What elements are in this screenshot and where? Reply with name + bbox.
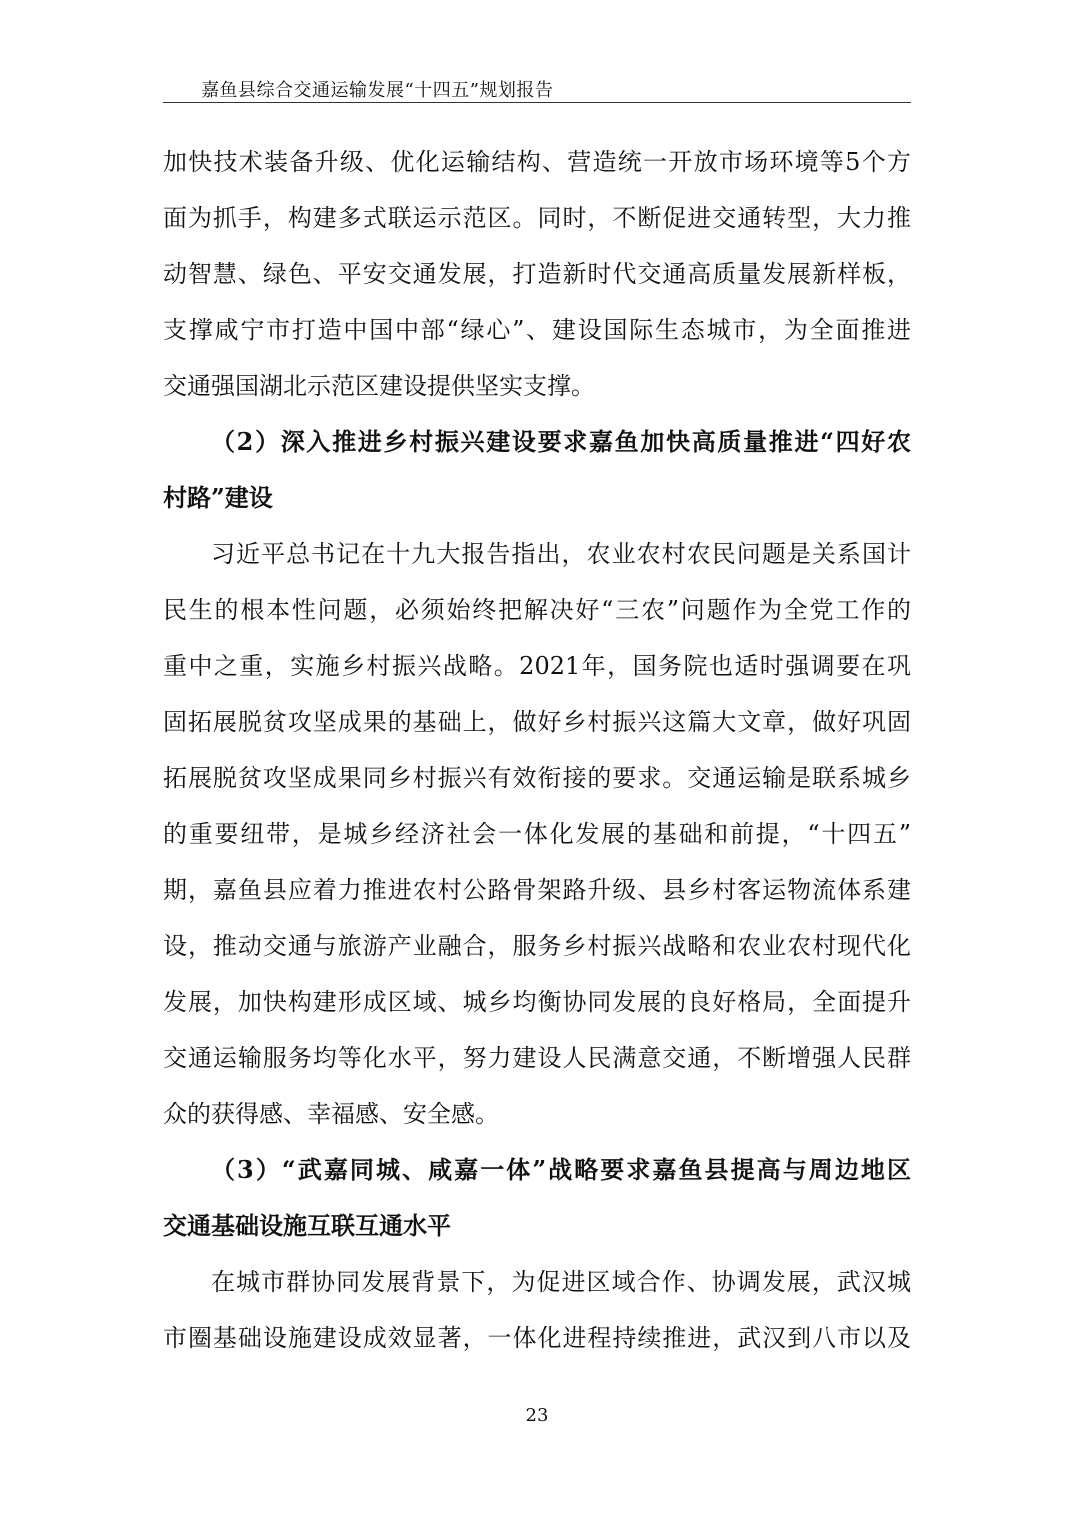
text-line: 重中之重，实施乡村振兴战略。2021年，国务院也适时强调要在巩 bbox=[163, 652, 911, 680]
text-line: 发展，加快构建形成区域、城乡均衡协同发展的良好格局，全面提升 bbox=[163, 988, 911, 1016]
text-line: 民生的根本性问题，必须始终把解决好“三农”问题作为全党工作的 bbox=[163, 596, 911, 624]
heading-line: 村路”建设 bbox=[163, 483, 273, 512]
page-number: 23 bbox=[525, 1405, 549, 1426]
text-line: 面为抓手，构建多式联运示范区。同时，不断促进交通转型，大力推 bbox=[163, 204, 911, 232]
text-line: 期，嘉鱼县应着力推进农村公路骨架路升级、县乡村客运物流体系建 bbox=[163, 876, 911, 904]
text-line: 市圈基础设施建设成效显著，一体化进程持续推进，武汉到八市以及 bbox=[163, 1324, 911, 1352]
text-line: 设，推动交通与旅游产业融合，服务乡村振兴战略和农业农村现代化 bbox=[163, 932, 911, 960]
header-title: 嘉鱼县综合交通运输发展“十四五”规划报告 bbox=[201, 80, 554, 101]
text-line: 支撑咸宁市打造中国中部“绿心”、建设国际生态城市，为全面推进 bbox=[163, 316, 911, 344]
paragraph-rural-revitalization bbox=[163, 526, 911, 1142]
text-line: 固拓展脱贫攻坚成果的基础上，做好乡村振兴这篇大文章，做好巩固 bbox=[163, 708, 911, 736]
text-line: 众的获得感、幸福感、安全感。 bbox=[163, 1100, 499, 1128]
text-line: 动智慧、绿色、平安交通发展，打造新时代交通高质量发展新样板， bbox=[163, 260, 911, 288]
text-line: 在城市群协同发展背景下，为促进区域合作、协调发展，武汉城 bbox=[211, 1268, 911, 1296]
running-header bbox=[163, 70, 911, 103]
heading-line: （3）“武嘉同城、咸嘉一体”战略要求嘉鱼县提高与周边地区 bbox=[211, 1155, 911, 1184]
document-body bbox=[163, 134, 911, 1366]
text-line: 交通强国湖北示范区建设提供坚实支撑。 bbox=[163, 372, 595, 400]
text-line: 拓展脱贫攻坚成果同乡村振兴有效衔接的要求。交通运输是联系城乡 bbox=[163, 764, 911, 792]
text-line: 的重要纽带，是城乡经济社会一体化发展的基础和前提，“十四五” bbox=[163, 820, 911, 848]
text-line: 交通运输服务均等化水平，努力建设人民满意交通，不断增强人民群 bbox=[163, 1044, 911, 1072]
paragraph-continued bbox=[163, 134, 911, 414]
text-line: 加快技术装备升级、优化运输结构、营造统一开放市场环境等5个方 bbox=[163, 148, 911, 176]
section-heading-3 bbox=[163, 1142, 911, 1254]
heading-line: 交通基础设施互联互通水平 bbox=[163, 1211, 451, 1240]
heading-line: （2）深入推进乡村振兴建设要求嘉鱼加快高质量推进“四好农 bbox=[211, 427, 911, 456]
paragraph-city-cluster bbox=[163, 1254, 911, 1366]
text-line: 习近平总书记在十九大报告指出，农业农村农民问题是关系国计 bbox=[211, 540, 911, 568]
section-heading-2 bbox=[163, 414, 911, 526]
